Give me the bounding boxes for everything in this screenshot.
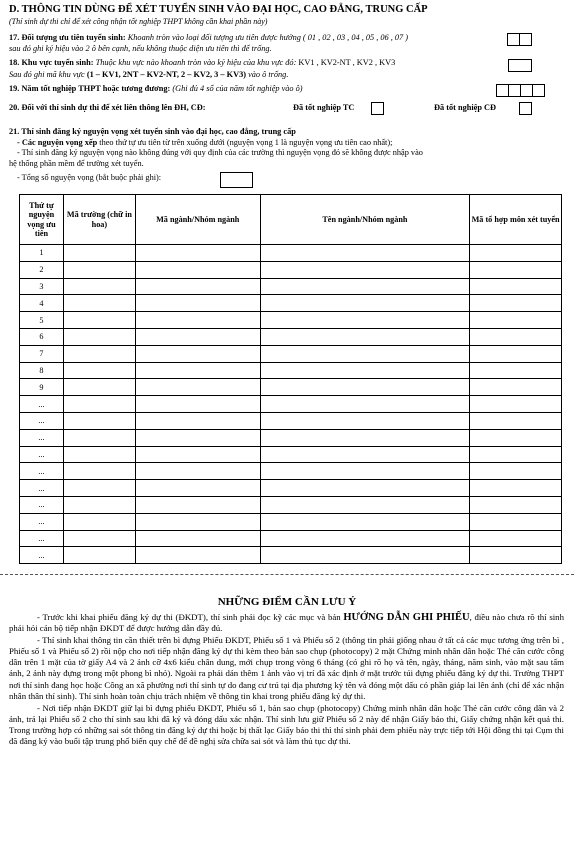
row-major-name[interactable] [260, 362, 470, 379]
table-row [20, 412, 562, 429]
row-major-code[interactable] [135, 530, 260, 547]
row-major-code[interactable] [135, 362, 260, 379]
row-combo-code[interactable] [470, 480, 562, 497]
row-school-code[interactable] [63, 496, 135, 513]
row-major-code[interactable] [135, 278, 260, 295]
q21-block [9, 127, 565, 184]
row-order: 7 [20, 345, 64, 362]
row-combo-code[interactable] [470, 245, 562, 262]
q21-bullet3: - Tổng số nguyện vọng (bắt buộc phải ghi): [17, 173, 162, 182]
notes-paragraph-1: - Trước khi khai phiếu đăng ký dự thi (ĐKDT), thí sinh phải đọc kỹ các mục và bản HƯỚNG DẪN GHI PHIẾU, điều nào chưa rõ thí sinh phải hỏi cán bộ tiếp nhận ĐKDT để được hướng dẫn đầy đủ. [9, 612, 564, 634]
notes-paragraph-3: - Nơi tiếp nhận ĐKDT giữ lại bì đựng phiếu ĐKDT, Phiếu số 1, bản sao chụp (photocopy) Chứng minh nhân dân hoặc Thẻ căn cước công dân và 2 ảnh, trả lại Phiếu số 2 cho thí sinh sau khi đã ký và đóng dấu xác nhận. Thí sinh lưu giữ Phiếu số 2 này để nhận Giấy báo thi, Giấy chứng nhận kết quả thi. Trong trường hợp có những sai sót thông tin đăng ký dự thi hoặc bị thất lạc Giấy báo thi thì thí sinh phải đem phiếu này trực tiếp tới Hội đồng thi tại Cụm thi đã đăng ký vào buổi tập trung phổ biến quy chế để đề nghị sửa chữa sai sót và làm thủ tục dự thi. [9, 702, 564, 747]
q20-opt1-label: Đã tốt nghiệp TC [293, 103, 355, 112]
notes-body [9, 612, 564, 748]
q20-opt1-checkbox[interactable] [371, 102, 384, 115]
q18-line2b: vào ô trống. [246, 70, 289, 79]
row-major-name[interactable] [260, 530, 470, 547]
q18-line2a: Sau đó ghi mã khu vực [9, 70, 87, 79]
table-row [20, 463, 562, 480]
row-major-name[interactable] [260, 245, 470, 262]
q20-label: 20. Đối với thí sinh dự thi để xét liên thông lên ĐH, CĐ: [9, 103, 206, 112]
row-major-name[interactable] [260, 345, 470, 362]
row-order: 4 [20, 295, 64, 312]
row-school-code[interactable] [63, 513, 135, 530]
row-major-name[interactable] [260, 429, 470, 446]
q18-box[interactable] [508, 59, 532, 72]
row-major-code[interactable] [135, 379, 260, 396]
row-combo-code[interactable] [470, 446, 562, 463]
row-school-code[interactable] [63, 345, 135, 362]
row-combo-code[interactable] [470, 547, 562, 564]
row-order: 6 [20, 328, 64, 345]
table-row [20, 429, 562, 446]
table-row [20, 278, 562, 295]
col-header-major-code: Mã ngành/Nhóm ngành [135, 195, 260, 245]
row-major-code[interactable] [135, 245, 260, 262]
table-row [20, 312, 562, 329]
q19-line [9, 84, 303, 94]
row-major-name[interactable] [260, 278, 470, 295]
row-major-code[interactable] [135, 429, 260, 446]
section-subtitle: (Thí sinh dự thi chỉ để xét công nhận tốt nghiệp THPT không cần khai phần này) [9, 17, 268, 26]
q18-areas: KV1 , KV2-NT , KV2 , KV3 [298, 58, 396, 67]
wishes-table [19, 194, 562, 564]
row-school-code[interactable] [63, 412, 135, 429]
q17-line2: sau đó ghi ký hiệu vào 2 ô bên cạnh, nếu không thuộc diện ưu tiên thì để trống. [9, 44, 272, 53]
row-school-code[interactable] [63, 463, 135, 480]
col-header-major-name: Tên ngành/Nhóm ngành [260, 195, 470, 245]
row-combo-code[interactable] [470, 295, 562, 312]
row-order: ... [20, 446, 64, 463]
row-order: 3 [20, 278, 64, 295]
col-header-combo-code: Mã tổ hợp môn xét tuyển [470, 195, 562, 245]
table-row [20, 362, 562, 379]
row-major-name[interactable] [260, 295, 470, 312]
row-school-code[interactable] [63, 278, 135, 295]
row-major-code[interactable] [135, 446, 260, 463]
row-combo-code[interactable] [470, 396, 562, 413]
row-order: 8 [20, 362, 64, 379]
row-major-name[interactable] [260, 379, 470, 396]
table-header-row [20, 195, 562, 245]
row-order: ... [20, 496, 64, 513]
row-combo-code[interactable] [470, 362, 562, 379]
row-order: ... [20, 412, 64, 429]
row-major-code[interactable] [135, 463, 260, 480]
table-row [20, 345, 562, 362]
row-major-code[interactable] [135, 396, 260, 413]
row-order: 1 [20, 245, 64, 262]
table-row [20, 396, 562, 413]
row-school-code[interactable] [63, 261, 135, 278]
q21-bullet2: - Thí sinh đăng ký nguyện vọng nào không đúng với quy định của các trường thì nguyện vọng đó sẽ không được nhập vào [17, 148, 423, 157]
row-order: ... [20, 530, 64, 547]
row-major-name[interactable] [260, 480, 470, 497]
row-combo-code[interactable] [470, 345, 562, 362]
row-school-code[interactable] [63, 446, 135, 463]
q18-label: 18. Khu vực tuyển sinh: [9, 58, 94, 67]
q17-text: Khoanh tròn vào loại đối tượng ưu tiên được hưởng ( 01 , 02 , 03 , 04 , 05 , 06 , 07 ) [125, 33, 409, 42]
row-major-name[interactable] [260, 412, 470, 429]
q17-label: 17. Đối tượng ưu tiên tuyển sinh: [9, 33, 126, 42]
row-school-code[interactable] [63, 245, 135, 262]
table-row [20, 295, 562, 312]
row-major-code[interactable] [135, 480, 260, 497]
table-row [20, 261, 562, 278]
q19-box-4[interactable] [532, 84, 545, 97]
q18-line1 [9, 58, 395, 68]
row-order: 5 [20, 312, 64, 329]
col-header-school-code: Mã trường (chữ in hoa) [63, 195, 135, 245]
row-combo-code[interactable] [470, 463, 562, 480]
row-major-code[interactable] [135, 496, 260, 513]
row-school-code[interactable] [63, 429, 135, 446]
table-row [20, 480, 562, 497]
row-major-name[interactable] [260, 396, 470, 413]
q17-line1 [9, 33, 408, 43]
row-major-name[interactable] [260, 446, 470, 463]
row-order: 2 [20, 261, 64, 278]
table-row [20, 530, 562, 547]
row-major-name[interactable] [260, 328, 470, 345]
row-major-code[interactable] [135, 345, 260, 362]
section-title: D. THÔNG TIN DÙNG ĐỂ XÉT TUYỂN SINH VÀO ĐẠI HỌC, CAO ĐẲNG, TRUNG CẤP [9, 4, 428, 15]
row-order: 9 [20, 379, 64, 396]
q18-codes: (1 – KV1, 2NT – KV2-NT, 2 – KV2, 3 – KV3) [86, 70, 246, 79]
row-order: ... [20, 547, 64, 564]
row-major-code[interactable] [135, 513, 260, 530]
row-major-code[interactable] [135, 328, 260, 345]
row-major-name[interactable] [260, 463, 470, 480]
row-major-code[interactable] [135, 547, 260, 564]
q19-label: 19. Năm tốt nghiệp THPT hoặc tương đương: [9, 84, 171, 93]
row-major-code[interactable] [135, 261, 260, 278]
row-combo-code[interactable] [470, 328, 562, 345]
row-major-name[interactable] [260, 513, 470, 530]
row-school-code[interactable] [63, 547, 135, 564]
row-school-code[interactable] [63, 328, 135, 345]
row-school-code[interactable] [63, 312, 135, 329]
col-header-order: Thứ tự nguyện vọng ưu tiên [20, 195, 64, 245]
row-school-code[interactable] [63, 480, 135, 497]
row-combo-code[interactable] [470, 278, 562, 295]
row-combo-code[interactable] [470, 379, 562, 396]
notes-title: NHỮNG ĐIỂM CẦN LƯU Ý [217, 596, 357, 608]
table-row [20, 245, 562, 262]
row-order: ... [20, 463, 64, 480]
row-order: ... [20, 513, 64, 530]
row-school-code[interactable] [63, 362, 135, 379]
table-row [20, 496, 562, 513]
row-combo-code[interactable] [470, 496, 562, 513]
q21-label: 21. Thí sinh đăng ký nguyện vọng xét tuyển sinh vào đại học, cao đẳng, trung cấp [9, 127, 296, 136]
row-combo-code[interactable] [470, 429, 562, 446]
q21-bullet2-cont: hệ thống phần mềm để trường xét tuyển. [9, 158, 144, 168]
section-divider [0, 574, 574, 575]
row-combo-code[interactable] [470, 513, 562, 530]
row-school-code[interactable] [63, 295, 135, 312]
table-row [20, 446, 562, 463]
row-combo-code[interactable] [470, 312, 562, 329]
total-wishes-box[interactable] [220, 172, 253, 188]
row-major-name[interactable] [260, 261, 470, 278]
q21-bullet1: - Các nguyện vọng xếp theo thứ tự ưu tiên từ trên xuống dưới (nguyện vọng 1 là nguyện vọng ưu tiên cao nhất); [17, 137, 393, 147]
q20-opt2-checkbox[interactable] [519, 102, 532, 115]
row-school-code[interactable] [63, 379, 135, 396]
table-row [20, 379, 562, 396]
row-school-code[interactable] [63, 530, 135, 547]
row-major-code[interactable] [135, 295, 260, 312]
q18-line2 [9, 70, 288, 80]
notes-paragraph-2: - Thí sinh khai thông tin cần thiết trên bì đựng Phiếu ĐKDT, Phiếu số 1 và Phiếu số 2 (thông tin phải giống nhau ở tất cả các mục tương ứng trên bì , Phiếu số 1 và Phiếu số 2) rồi nộp cho nơi tiếp nhận đăng ký dự thi kèm theo bản sao chụp (photocopy) 2 mặt Chứng minh nhân dân hoặc Thẻ căn cước công dân trên 1 mặt của tờ giấy A4 và 2 ảnh cỡ 4x6 kiểu chân dung, mới chụp trong vòng 6 tháng (có ghi rõ họ và tên, ngày, tháng, năm sinh, vào mặt sau tấm ảnh, 2 ảnh này đựng trong một phong bì nhỏ). Ngoài ra phải dán thêm 1 ảnh vào vị trí đã xác định ở mặt trước túi đựng phiếu đăng ký dự thi. Trường THPT nơi thí sinh đang học hoặc Công an xã phường nơi thí sinh tự do đang cư trú tại địa phương ký tên và đóng một dấu có phần giáp lai lên ảnh (chỉ để xác nhận nhân thân thí sinh). Thí sinh hoàn toàn chịu trách nhiệm về thông tin khai trong phiếu đăng ký dự thi. [9, 635, 564, 701]
row-combo-code[interactable] [470, 412, 562, 429]
row-major-name[interactable] [260, 312, 470, 329]
row-major-name[interactable] [260, 547, 470, 564]
row-major-code[interactable] [135, 412, 260, 429]
q17-box-2[interactable] [519, 33, 532, 46]
q18-text: Thuộc khu vực nào khoanh tròn vào ký hiệu của khu vực đó: [93, 58, 299, 67]
table-row [20, 513, 562, 530]
table-row [20, 328, 562, 345]
q19-text: (Ghi đủ 4 số của năm tốt nghiệp vào ô) [170, 84, 303, 93]
row-major-code[interactable] [135, 312, 260, 329]
row-order: ... [20, 396, 64, 413]
row-order: ... [20, 480, 64, 497]
row-combo-code[interactable] [470, 261, 562, 278]
row-order: ... [20, 429, 64, 446]
q20-opt2-label: Đã tốt nghiệp CĐ [434, 103, 496, 112]
row-combo-code[interactable] [470, 530, 562, 547]
table-row [20, 547, 562, 564]
row-school-code[interactable] [63, 396, 135, 413]
row-major-name[interactable] [260, 496, 470, 513]
